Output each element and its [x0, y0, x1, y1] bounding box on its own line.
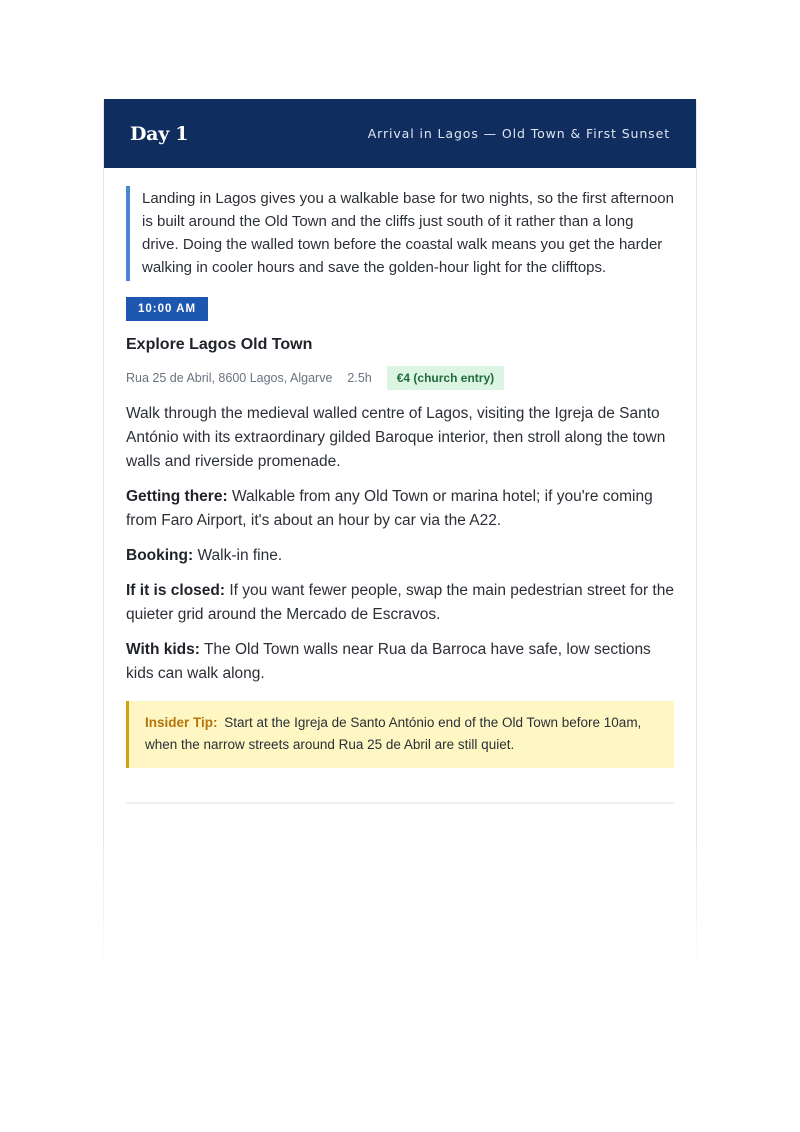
insider-tip: [126, 701, 674, 768]
insider-tip-text: Start at the Igreja de Santo António end of the Old Town before 10am, when the narrow streets around Rua 25 de Abril are still quiet.: [145, 715, 642, 752]
price-badge: €4 (church entry): [387, 366, 504, 390]
with-kids-label: With kids:: [126, 641, 200, 658]
activity-duration: 2.5h: [347, 371, 372, 385]
booking-text: Walk-in fine.: [197, 547, 283, 564]
with-kids: [126, 638, 674, 686]
if-closed: [126, 579, 674, 627]
day-card: [103, 99, 697, 979]
day-content: [104, 168, 696, 804]
getting-there-label: Getting there:: [126, 488, 228, 505]
day-intro: Landing in Lagos gives you a walkable base for two nights, so the first afternoon is built around the Old Town and the cliffs just south of it rather than a long drive. Doing the walled town before the coastal walk means you get the harder walking in cooler hours and save the golden-hour light for the clifftops.: [126, 186, 674, 281]
activity-meta: [126, 366, 674, 390]
booking: [126, 544, 674, 568]
day-subtitle: Arrival in Lagos — Old Town & First Sunset: [367, 126, 670, 141]
section-divider: [126, 802, 674, 804]
activity-address: Rua 25 de Abril, 8600 Lagos, Algarve: [126, 371, 333, 385]
getting-there: [126, 485, 674, 533]
activity-description: Walk through the medieval walled centre of Lagos, visiting the Igreja de Santo António with its extraordinary gilded Baroque interior, then stroll along the town walls and riverside promenade.: [126, 405, 666, 470]
if-closed-label: If it is closed:: [126, 582, 226, 599]
activity-title: Explore Lagos Old Town: [126, 336, 313, 353]
booking-label: Booking:: [126, 547, 194, 564]
day-header: [104, 99, 696, 168]
day-title: Day 1: [130, 122, 189, 145]
time-badge: 10:00 AM: [126, 297, 208, 321]
if-closed-text: If you want fewer people, swap the main pedestrian street for the quieter grid around the Mercado de Escravos.: [126, 582, 674, 623]
insider-tip-label: Insider Tip:: [145, 715, 218, 730]
getting-there-text: Walkable from any Old Town or marina hotel; if you're coming from Faro Airport, it's about an hour by car via the A22.: [126, 488, 653, 529]
with-kids-text: The Old Town walls near Rua da Barroca have safe, low sections kids can walk along.: [126, 641, 651, 682]
